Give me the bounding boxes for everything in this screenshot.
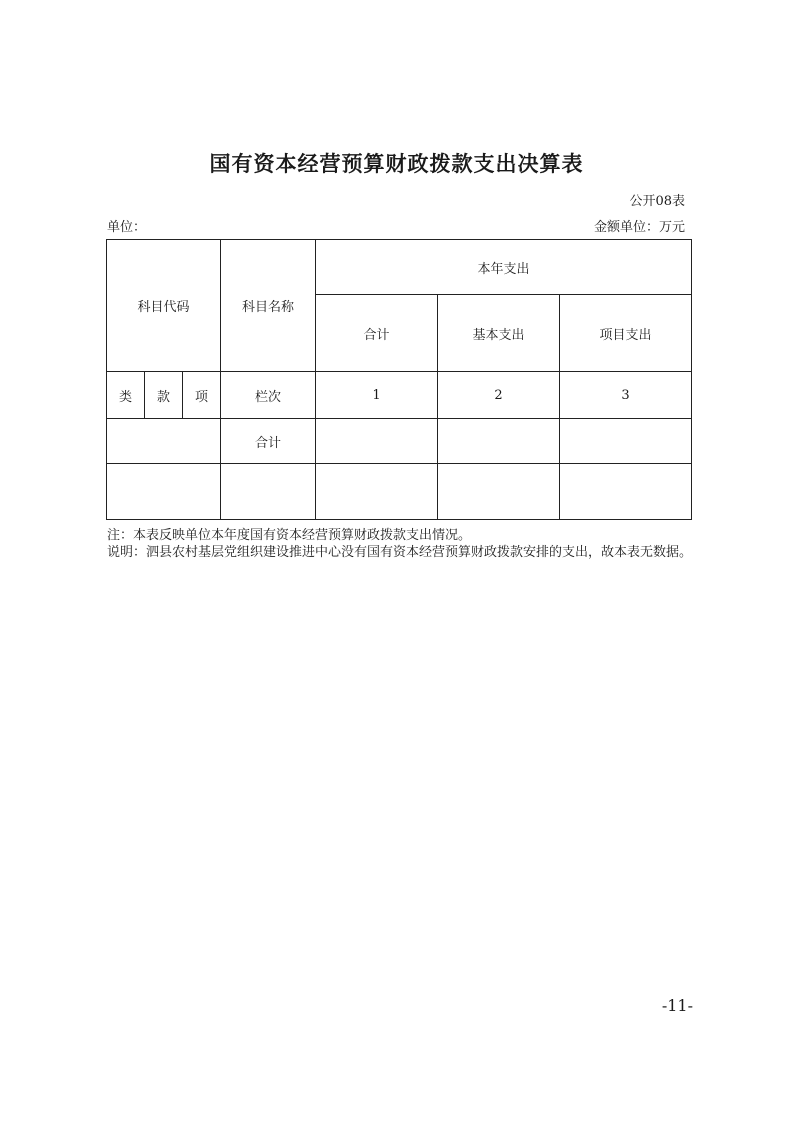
total-row-label: 合计 — [221, 419, 316, 464]
table-row — [107, 419, 692, 464]
empty-row-total — [316, 464, 438, 520]
amount-unit: 金额单位：万元 — [593, 220, 685, 235]
table-note: 注：本表反映单位本年度国有资本经营预算财政拨款支出情况。 — [107, 528, 472, 543]
table-row — [107, 372, 692, 419]
empty-row-name — [221, 464, 316, 520]
empty-row-code — [107, 464, 221, 520]
form-number: 公开08表 — [629, 194, 685, 209]
header-subject-name: 科目名称 — [221, 240, 316, 372]
page-title: 国有资本经营预算财政拨款支出决算表 — [209, 152, 584, 176]
total-row-total — [316, 419, 438, 464]
page-number: -11- — [661, 996, 693, 1015]
index-column-label: 栏次 — [221, 372, 316, 419]
index-item: 项 — [183, 372, 221, 419]
index-col2: 2 — [438, 372, 560, 419]
expense-table — [106, 239, 692, 520]
header-project-expense: 项目支出 — [560, 295, 692, 372]
total-row-code — [107, 419, 221, 464]
empty-row-basic — [438, 464, 560, 520]
table-explanation: 说明：泗县农村基层党组织建设推进中心没有国有资本经营预算财政拨款安排的支出，故本表无数据。 — [107, 545, 693, 560]
empty-row-project — [560, 464, 692, 520]
unit-label: 单位： — [107, 220, 147, 235]
table-row — [107, 464, 692, 520]
header-current-year-expense: 本年支出 — [316, 240, 692, 295]
index-section: 款 — [145, 372, 183, 419]
total-row-project — [560, 419, 692, 464]
index-col1: 1 — [316, 372, 438, 419]
header-total: 合计 — [316, 295, 438, 372]
header-subject-code: 科目代码 — [107, 240, 221, 372]
index-category: 类 — [107, 372, 145, 419]
index-col3: 3 — [560, 372, 692, 419]
total-row-basic — [438, 419, 560, 464]
header-basic-expense: 基本支出 — [438, 295, 560, 372]
